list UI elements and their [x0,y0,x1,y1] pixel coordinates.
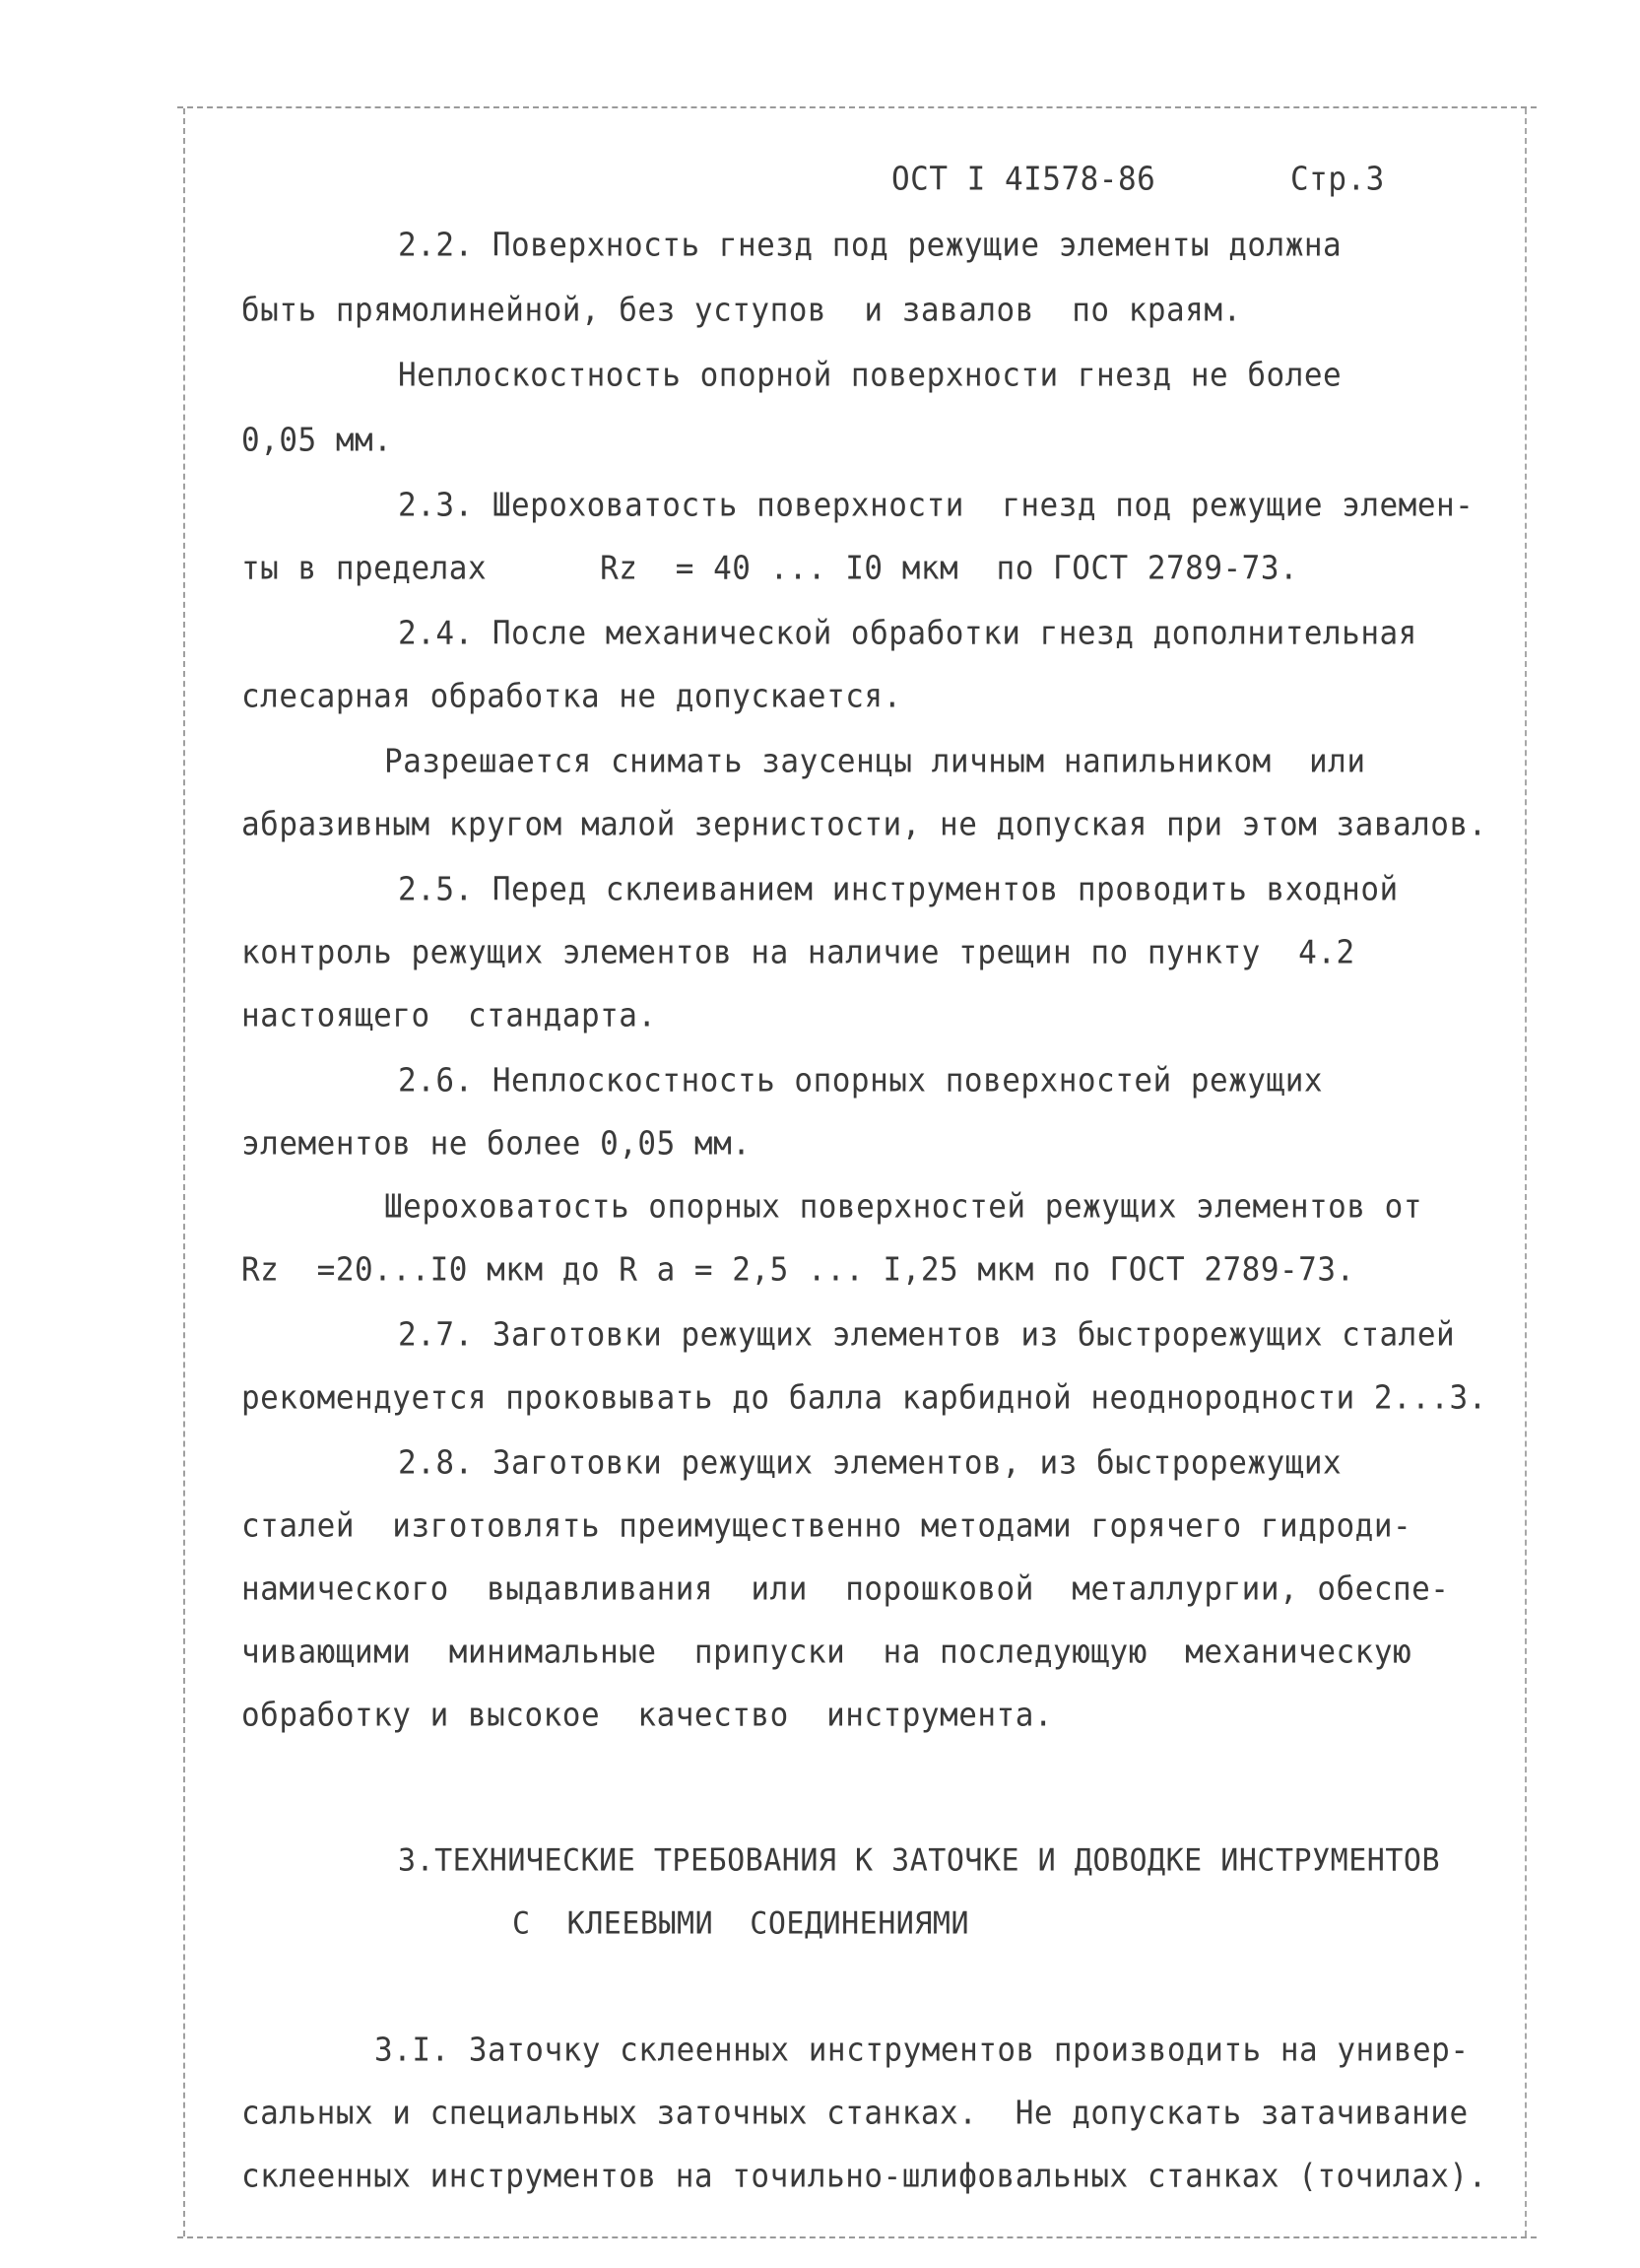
text-line: элементов не более 0,05 мм. [241,1125,752,1163]
text-line: 2.2. Поверхность гнезд под режущие элементы должна [398,227,1343,264]
text-line: намического выдавливания или порошковой металлургии, обеспе- [241,1570,1450,1608]
text-line: Разрешается снимать заусенцы личным напильником или [384,743,1366,780]
text-line: чивающими минимальные припуски на последующую механическую [241,1634,1412,1671]
page-number: Стр.3 [1290,161,1385,198]
text-line: слесарная обработка не допускается. [241,678,902,715]
text-line: рекомендуется проковывать до балла карбидной неоднородности 2...3. [241,1379,1487,1417]
text-line: 2.6. Неплоскостность опорных поверхностей режущих [398,1062,1324,1100]
text-line: быть прямолинейной, без уступов и завалов по краям. [241,292,1242,329]
text-line: обработку и высокое качество инструмента. [241,1697,1054,1734]
text-line: абразивным кругом малой зернистости, не допуская при этом завалов. [241,806,1487,843]
document-code: ОСТ I 4I578-86 [891,161,1156,198]
text-line: 2.3. Шероховатость поверхности гнезд под режущие элемен- [398,487,1475,524]
text-line: сталей изготовлять преимущественно методами горячего гидроди- [241,1507,1412,1545]
page-border-bottom [177,2236,1537,2238]
text-line: 0,05 мм. [241,422,393,459]
text-line: 2.7. Заготовки режущих элементов из быстрорежущих сталей [398,1316,1456,1354]
page-border-top [177,106,1537,108]
text-line: 2.4. После механической обработки гнезд дополнительная [398,615,1417,652]
text-line: 3.I. Заточку склеенных инструментов производить на универ- [374,2032,1470,2069]
text-line: контроль режущих элементов на наличие трещин по пункту 4.2 [241,934,1355,971]
text-line: сальных и специальных заточных станках. Не допускать затачивание [241,2095,1469,2132]
text-line: склеенных инструментов на точильно-шлифовальных станках (точилах). [241,2158,1487,2195]
text-line: ты в пределах Rz = 40 ... I0 мкм по ГОСТ 2789-73. [241,550,1299,587]
page-border-left [183,108,185,2236]
text-line: 2.8. Заготовки режущих элементов, из быстрорежущих [398,1444,1343,1482]
text-line: 2.5. Перед склеиванием инструментов проводить входной [398,871,1399,908]
text-line: Rz =20...I0 мкм до R a = 2,5 ... I,25 мкм по ГОСТ 2789-73. [241,1251,1355,1289]
section-title-continued: С КЛЕЕВЫМИ СОЕДИНЕНИЯМИ [512,1905,970,1942]
page-border-right [1525,108,1527,2236]
section-title: 3.ТЕХНИЧЕСКИЕ ТРЕБОВАНИЯ К ЗАТОЧКЕ И ДОВОДКЕ ИНСТРУМЕНТОВ [398,1842,1441,1879]
text-line: Шероховатость опорных поверхностей режущих элементов от [384,1188,1422,1226]
text-line: настоящего стандарта. [241,997,657,1034]
text-line: Неплоскостность опорной поверхности гнезд не более [398,357,1343,394]
